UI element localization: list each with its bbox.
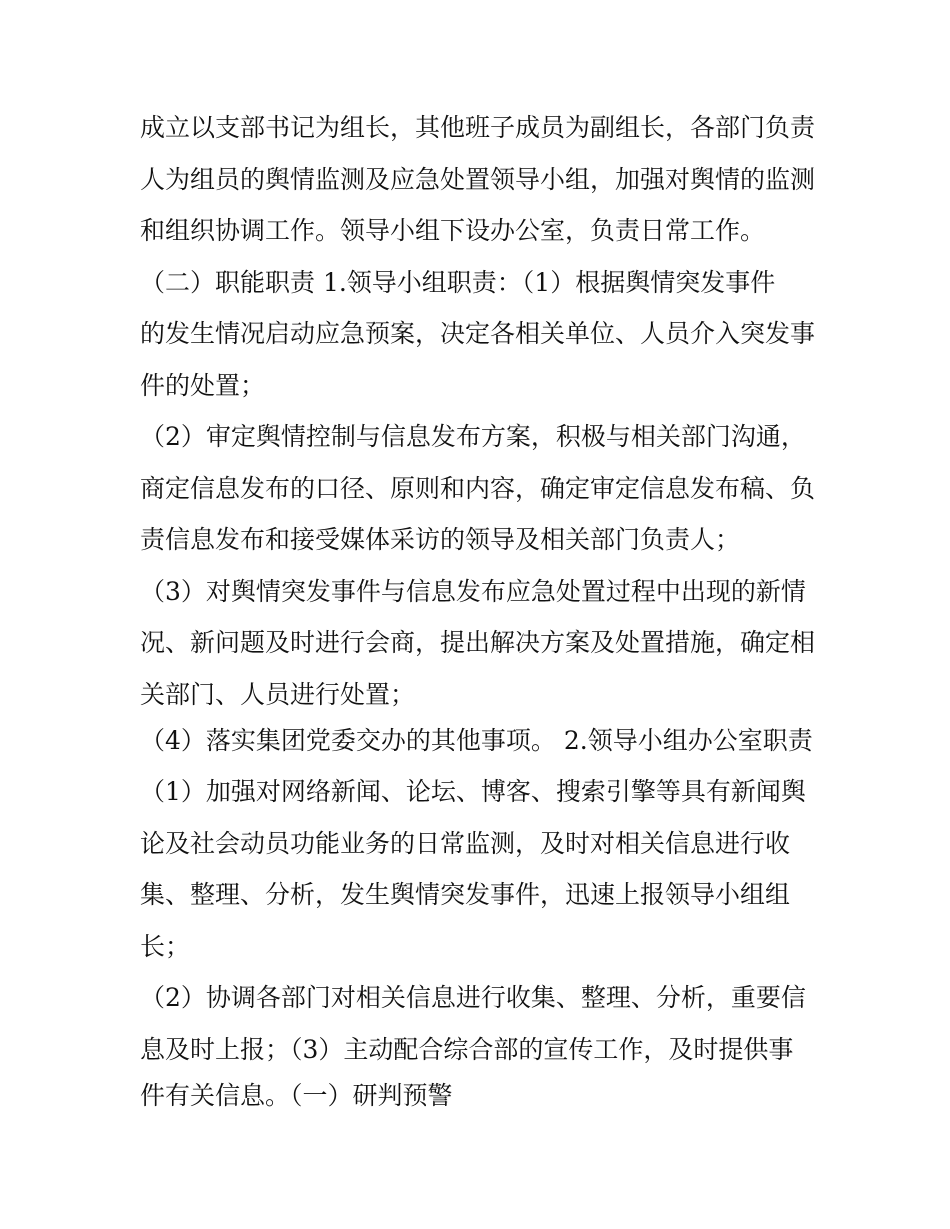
text-line: 集、整理、分析，发生舆情突发事件，迅速上报领导小组组 bbox=[140, 880, 791, 909]
text-line: （1）加强对网络新闻、论坛、博客、搜索引擎等具有新闻舆 bbox=[140, 777, 806, 806]
text-line: 息及时上报；（3）主动配合综合部的宣传工作，及时提供事 bbox=[140, 1035, 794, 1064]
text-line: 的发生情况启动应急预案，决定各相关单位、人员介入突发事 bbox=[140, 319, 816, 348]
text-line: 和组织协调工作。领导小组下设办公室，负责日常工作。 bbox=[140, 216, 766, 245]
text-line: （2）审定舆情控制与信息发布方案，积极与相关部门沟通， bbox=[140, 422, 806, 451]
text-line: 责信息发布和接受媒体采访的领导及相关部门负责人； bbox=[140, 525, 741, 554]
text-line: （二）职能职责 1.领导小组职责：（1）根据舆情突发事件 bbox=[140, 268, 776, 297]
text-line: 关部门、人员进行处置； bbox=[140, 680, 416, 709]
text-line: 件有关信息。（一）研判预警 bbox=[140, 1081, 453, 1110]
text-line: 商定信息发布的口径、原则和内容，确定审定信息发布稿、负 bbox=[140, 474, 816, 503]
text-line: 人为组员的舆情监测及应急处置领导小组，加强对舆情的监测 bbox=[140, 165, 816, 194]
text-line: 长； bbox=[140, 932, 191, 961]
text-line: （2）协调各部门对相关信息进行收集、整理、分析，重要信 bbox=[140, 983, 806, 1012]
text-line: （3）对舆情突发事件与信息发布应急处置过程中出现的新情 bbox=[140, 577, 806, 606]
text-line: 况、新问题及时进行会商，提出解决方案及处置措施，确定相 bbox=[140, 628, 816, 657]
text-line: 件的处置； bbox=[140, 371, 266, 400]
text-line: 论及社会动员功能业务的日常监测，及时对相关信息进行收 bbox=[140, 829, 791, 858]
text-line: 成立以支部书记为组长，其他班子成员为副组长，各部门负责 bbox=[140, 113, 816, 142]
text-line: （4）落实集团党委交办的其他事项。 2.领导小组办公室职责 bbox=[140, 726, 813, 755]
